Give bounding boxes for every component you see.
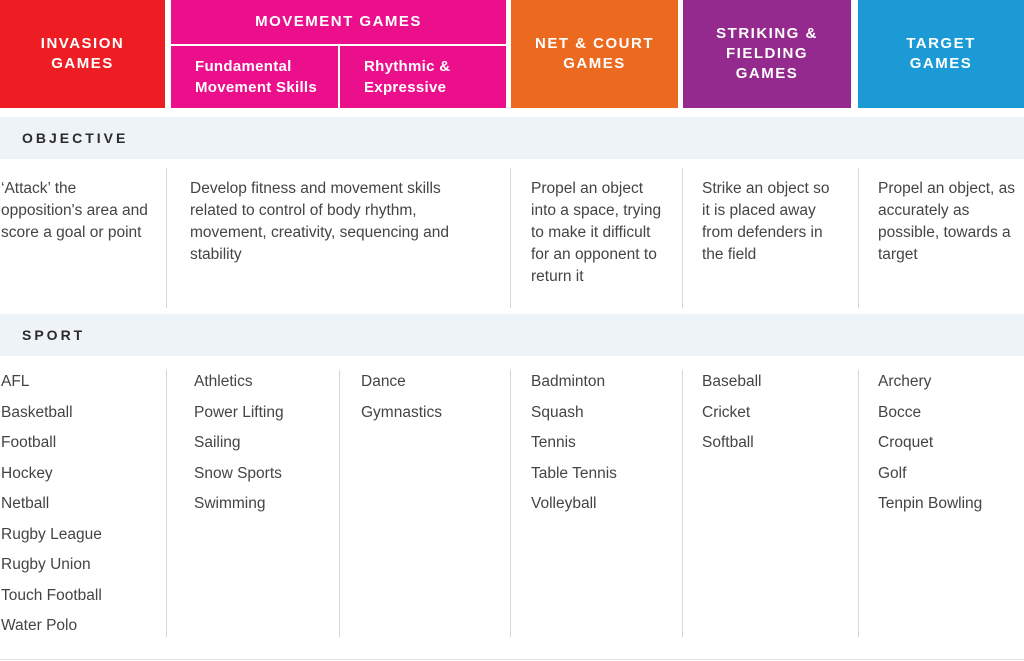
objective-striking-fielding: Strike an object so it is placed away from defenders in the field (702, 180, 830, 263)
bottom-divider (0, 659, 1024, 660)
objective-divider (510, 168, 511, 308)
sport-item: Badminton (531, 373, 606, 390)
sport-item: Netball (1, 495, 50, 512)
sport-item: Volleyball (531, 495, 597, 512)
sport-item: Touch Football (1, 586, 102, 604)
sport-list-striking-fielding (702, 372, 761, 464)
sport-item: Hockey (1, 464, 53, 482)
sport-divider (682, 370, 683, 637)
sport-list-net-court (531, 372, 617, 525)
sport-divider (858, 370, 859, 637)
header-fundamental-movement-skills (171, 46, 338, 108)
objective-divider (682, 168, 683, 308)
header-fundamental-label: Fundamental Movement Skills (195, 58, 318, 96)
sport-item: Snow Sports (194, 464, 282, 482)
objective-target: Propel an object, as accurately as possible, towards a target (878, 180, 1016, 263)
header-striking-fielding-games (683, 0, 851, 108)
section-objective-label: OBJECTIVE (22, 130, 129, 146)
header-net-court-games (511, 0, 678, 108)
header-striking-label: STRIKING & FIELDING GAMES (716, 25, 818, 82)
sport-list-target (878, 372, 982, 525)
header-invasion-games (0, 0, 165, 108)
sport-item: Power Lifting (194, 403, 284, 421)
sport-list-invasion (1, 372, 102, 647)
objective-invasion: ‘Attack’ the opposition's area and score a goal or point (1, 180, 148, 241)
sport-divider (166, 370, 167, 637)
sport-item: AFL (1, 373, 30, 390)
sport-item: Tennis (531, 434, 576, 451)
sport-item: Football (1, 434, 57, 451)
header-invasion-label: INVASION GAMES (40, 35, 125, 72)
sport-item: Gymnastics (361, 403, 442, 421)
sport-item: Basketball (1, 403, 73, 421)
header-movement-label: MOVEMENT GAMES (255, 13, 422, 30)
header-net-label: NET & COURT GAMES (535, 35, 654, 72)
header-target-label: TARGET GAMES (906, 35, 976, 72)
sport-list-rhythmic (361, 372, 442, 433)
sport-divider (339, 370, 340, 637)
sport-item: Baseball (702, 373, 762, 390)
sport-item: Golf (878, 464, 907, 482)
sport-item: Water Polo (1, 617, 78, 634)
sport-item: Cricket (702, 403, 751, 421)
sport-item: Tenpin Bowling (878, 495, 983, 512)
header-rhythmic-label: Rhythmic & Expressive (364, 58, 451, 96)
sport-item: Rugby League (1, 525, 102, 543)
sport-item: Bocce (878, 403, 922, 421)
sport-item: Swimming (194, 495, 266, 512)
sport-item: Croquet (878, 434, 934, 451)
objective-movement: Develop fitness and movement skills related to control of body rhythm, movement, creativity, sequencing and stability (190, 180, 450, 263)
sport-item: Table Tennis (531, 464, 617, 482)
sport-item: Athletics (194, 373, 253, 390)
header-target-games (858, 0, 1024, 108)
sport-divider (510, 370, 511, 637)
sport-item: Squash (531, 403, 584, 421)
sport-item: Dance (361, 373, 406, 390)
section-sport (0, 314, 1024, 356)
sport-list-fundamental (194, 372, 284, 525)
section-objective (0, 117, 1024, 159)
objective-divider (858, 168, 859, 308)
sport-item: Sailing (194, 434, 241, 451)
section-sport-label: SPORT (22, 327, 86, 343)
header-rhythmic-expressive (340, 46, 506, 108)
sport-item: Softball (702, 434, 754, 451)
sport-item: Rugby Union (1, 556, 91, 573)
sport-item: Archery (878, 373, 932, 390)
header-movement-games (171, 0, 506, 44)
objective-divider (166, 168, 167, 308)
objective-net-court: Propel an object into a space, trying to make it difficult for an opponent to return it (531, 180, 662, 285)
